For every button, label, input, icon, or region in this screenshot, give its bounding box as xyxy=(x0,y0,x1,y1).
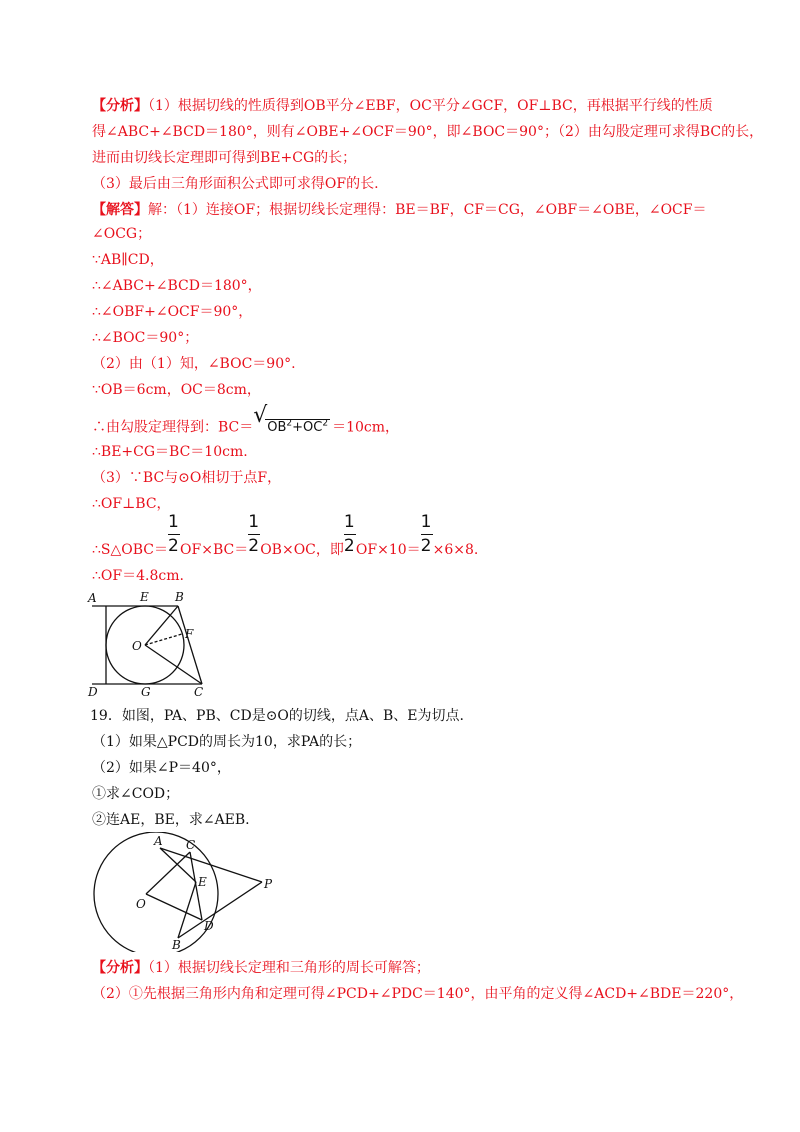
analysis1-text1: （1）根据切线的性质得到OB平分∠EBF，OC平分∠GCF，OF⊥BC，再根据平行线的性质 xyxy=(148,98,713,114)
solution1-line12: ∴OF⊥BC， xyxy=(92,496,171,512)
circle-o2 xyxy=(94,832,218,952)
label-f: F xyxy=(185,627,194,641)
label-d: D xyxy=(88,685,98,699)
label-a: A xyxy=(88,591,97,605)
figure-trapezoid-circle xyxy=(86,588,216,700)
label-o: O xyxy=(132,639,142,653)
analysis1-line4: （3）最后由三角形面积公式即可求得OF的长. xyxy=(92,176,379,192)
line-oc2 xyxy=(146,852,190,894)
line-pb xyxy=(178,882,262,938)
figure-tangent-lines xyxy=(86,832,286,952)
solution1-line3: ∵AB∥CD， xyxy=(92,252,164,268)
analysis-tag: 【分析】 xyxy=(92,960,148,976)
analysis-tag: 【分析】 xyxy=(92,98,148,114)
problem19-line1: 19．如图，PA、PB、CD是⊙O的切线，点A、B、E为切点. xyxy=(90,708,464,724)
analysis1-line2: 得∠ABC+∠BCD＝180°，则有∠OBE+∠OCF＝90°，即∠BOC＝90°；（2）由勾股定理可求得BC的长， xyxy=(92,124,764,140)
line-od2 xyxy=(146,894,202,920)
problem19-line3: （2）如果∠P＝40°， xyxy=(92,760,231,776)
fraction-half: $\frac{1}{2}$ xyxy=(343,512,355,556)
analysis2-line2: （2）①先根据三角形内角和定理可得∠PCD+∠PDC＝140°，由平角的定义得∠ACD+∠BDE＝220°， xyxy=(92,986,744,1002)
solution1-line11: （3）∵BC与⊙O相切于点F， xyxy=(92,470,282,486)
analysis1-line1 xyxy=(92,96,713,116)
analysis2-line1 xyxy=(92,958,430,978)
label-b: B xyxy=(175,590,184,604)
problem19-line5: ②连AE，BE，求∠AEB. xyxy=(92,812,250,828)
analysis1-line3: 进而由切线长定理即可得到BE+CG的长； xyxy=(92,150,357,166)
label-e2: E xyxy=(198,875,207,889)
solution1-line4: ∴∠ABC+∠BCD＝180°， xyxy=(92,278,262,294)
solution1-line5: ∴∠OBF+∠OCF＝90°， xyxy=(92,304,253,320)
label-e: E xyxy=(140,590,149,604)
solution1-line14: ∴OF＝4.8cm. xyxy=(92,568,184,584)
solution1-line9 xyxy=(92,414,399,438)
solution1-text1: 解：（1）连接OF；根据切线长定理得：BE＝BF，CF＝CG，∠OBF＝∠OBE，∠OCF＝ xyxy=(148,202,707,218)
fraction-half: $\frac{1}{2}$ xyxy=(248,512,260,556)
line-oc xyxy=(145,645,202,684)
fraction-half: $\frac{1}{2}$ xyxy=(168,512,179,556)
line-bc xyxy=(178,606,202,684)
area-term2: OB×OC，即 xyxy=(260,542,344,558)
label-c: C xyxy=(194,685,204,699)
label-a2: A xyxy=(154,834,163,848)
label-b2: B xyxy=(172,938,181,952)
problem19-line2: （1）如果△PCD的周长为10，求PA的长； xyxy=(92,734,362,750)
label-d2: D xyxy=(204,919,214,933)
line-of xyxy=(145,634,182,645)
solution1-line1 xyxy=(92,200,707,220)
area-term4: ×6×8. xyxy=(432,542,479,558)
pythagoras-result: ＝10cm， xyxy=(332,419,400,436)
area-term1: OF×BC＝ xyxy=(180,542,249,558)
label-o2: O xyxy=(136,897,146,911)
area-term3: OF×10＝ xyxy=(355,542,421,558)
label-c2: C xyxy=(186,838,196,852)
fraction-half: $\frac{1}{2}$ xyxy=(420,512,432,556)
sqrt-exp1: 2 xyxy=(286,419,293,429)
solution1-line7: （2）由（1）知，∠BOC＝90°. xyxy=(92,356,296,372)
solution1-line2: ∠OCG； xyxy=(92,226,152,242)
line-ob xyxy=(145,606,178,645)
label-p2: P xyxy=(264,877,273,891)
sqrt-exp2: 2 xyxy=(322,419,329,429)
pythagoras-prefix: ∴由勾股定理得到：BC＝ xyxy=(92,419,254,436)
area-prefix: ∴S△OBC＝ xyxy=(92,542,169,558)
label-g: G xyxy=(141,685,151,699)
solution1-line6: ∴∠BOC＝90°； xyxy=(92,330,199,346)
sqrt-term2: +OC xyxy=(292,420,323,436)
sqrt-expression xyxy=(253,414,330,438)
solution1-line10: ∴BE+CG＝BC＝10cm. xyxy=(92,444,248,460)
line-pa xyxy=(160,848,262,882)
solution1-line8: ∵OB＝6cm，OC＝8cm， xyxy=(92,382,261,398)
solution1-line13 xyxy=(92,512,479,560)
sqrt-term1: OB xyxy=(267,420,287,436)
problem19-line4: ①求∠COD； xyxy=(92,786,180,802)
analysis2-text1: （1）根据切线长定理和三角形的周长可解答； xyxy=(148,960,430,976)
solution-tag: 【解答】 xyxy=(92,202,148,218)
